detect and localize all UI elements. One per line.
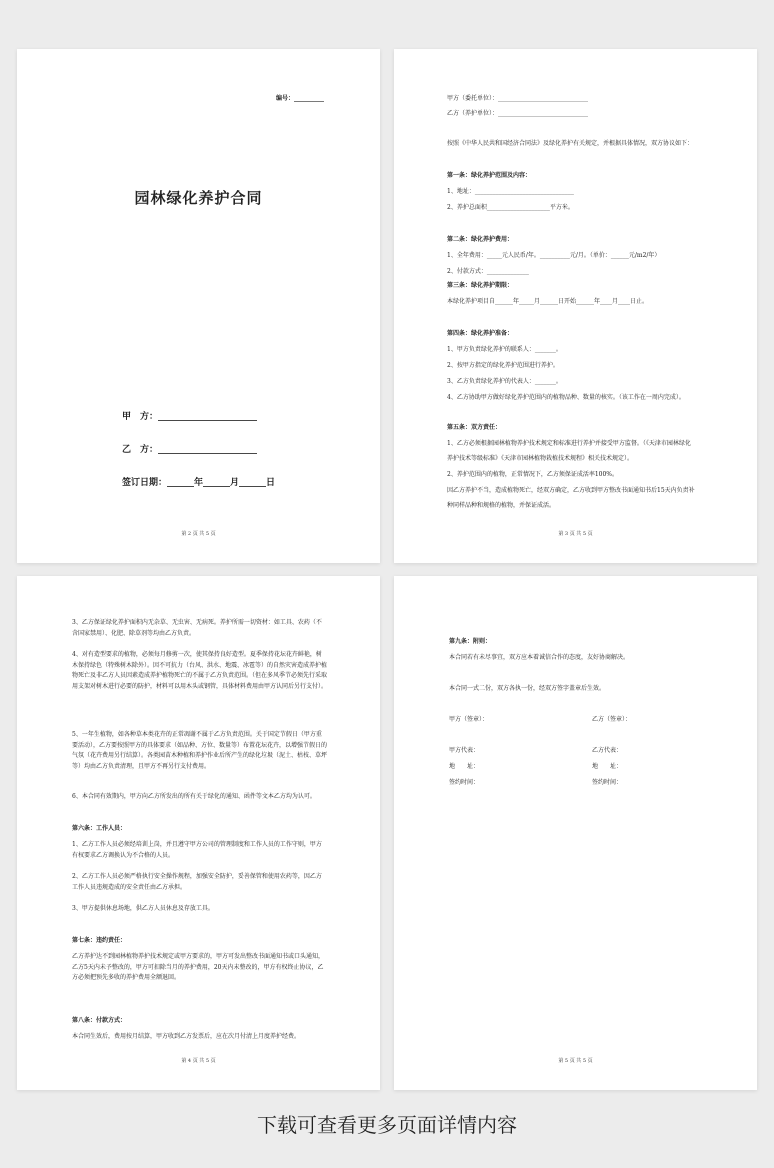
contract-line: 2、养护范围内的植物，正常情况下，乙方须保证成活率100%。 [447,471,618,478]
contract-title: 园林绿化养护合同 [134,189,263,207]
cover-page [17,49,380,563]
section-heading: 第四条：绿化养护准备： [447,330,514,337]
contract-line: 乙方（养护单位）：______________________________ [447,110,589,117]
contract-number: 编号：__________ [275,95,324,102]
contract-paragraph: 3、甲方提供休息场地，供乙方人员休息及存放工具。 [72,905,214,912]
page-number: 第 2 页 共 5 页 [181,531,216,537]
section-heading: 第三条：绿化养护期限： [447,282,514,289]
party-a-sign-field: 甲方代表： [449,747,480,754]
section-heading: 第七条：违约责任： [72,937,127,944]
contract-line: 因乙方养护不当，造成植物死亡，经双方确定，乙方收到甲方整改书面通知书后15天内负责补 [447,487,695,494]
page-number: 第 4 页 共 5 页 [181,1058,216,1064]
contract-line: 养护技术等级标准》《天津市园林植物栽植技术规程》相关技术规定）。 [447,455,634,462]
contract-line: 按照《中华人民共和国经济合同法》及绿化养护有关规定，并根据具体情况，双方协议如下： [447,140,694,147]
contract-paragraph: 乙方养护达不到园林植物养护技术规定或甲方要求的，甲方可发出整改书面通知书或口头通知，乙方5天内未予整改的，甲方可扣除当月的养护费用，20天内未整改的，甲方有权终止协议，乙方必须把预先多收的养护费用全额退回。 [72,953,325,981]
party-b-sign-field: 地 址： [592,763,623,770]
contract-line: 2、养护总面积_____________________平方米。 [447,204,574,211]
contract-page-3 [394,49,757,563]
section-heading: 第二条：绿化养护费用： [447,236,514,243]
contract-line: 1、乙方必须根据园林植物养护技术规定和标准进行养护并接受甲方监督。（《天津市园林绿化 [447,440,691,447]
party-a-sign-field: 地 址： [449,763,480,770]
contract-line: 3、乙方负责绿化养护的代表人：_______。 [447,378,562,385]
page-number: 第 5 页 共 5 页 [558,1058,593,1064]
party-b-sign-field: 乙方（签章）： [592,716,632,723]
contract-line: 2、付款方式：______________ [447,268,529,275]
contract-page-5 [394,576,757,1090]
contract-paragraph: 1、乙方工作人员必须经培训上岗，并且遵守甲方公司的管理制度和工作人员的工作守则，甲方有权要求乙方调换认为不合格的人员。 [72,841,322,859]
contract-line: 甲方（委托单位）：______________________________ [447,95,589,102]
contract-line: 本绿化养护项目自______年_____月______日开始______年____月____日止。 [447,298,649,305]
contract-page-4 [17,576,380,1090]
contract-line: 本合同一式二份，双方各执一份，经双方签字盖章后生效。 [449,685,606,692]
section-heading: 第六条：工作人员： [72,825,127,832]
section-heading: 第八条：付款方式： [72,1017,127,1024]
download-caption: 下载可查看更多页面详情内容 [257,1113,517,1137]
contract-line: 1、甲方负责绿化养护的联系人：_______。 [447,346,562,353]
party-a-sign-field: 签约时间： [449,779,480,786]
contract-line: 2、按甲方指定的绿化养护范围进行养护。 [447,362,559,369]
contract-paragraph: 3、乙方保证绿化养护面积内无杂草、无虫害、无病死。养护所需一切资材：如工具、农药（不含国家禁用）、化肥、除草剂等均由乙方负责。 [72,619,322,637]
section-heading: 第九条：附则： [449,638,492,645]
contract-line: 4、乙方协助甲方做好绿化养护范围内的植物品种、数量的核实。（该工作在一周内完成）。 [447,394,685,401]
contract-line: 1、全年费用：_____元人民币/年。__________元/月。（单价：______元/m2/年） [447,252,661,259]
page-number: 第 3 页 共 5 页 [558,531,593,537]
section-heading: 第五条：双方责任： [447,424,502,431]
contract-paragraph: 5、一年生植物，如各种草本类花卉的正常凋谢不属于乙方负责范围。关于国定节假日（甲方重要活动），乙方要按照甲方的具体要求（如品种、方位、数量等）布置花坛花卉，以增强节假日的气氛（花卉费用另行结算）。各类园苗木种植和养护作业后所产生的绿化垃圾（泥土、枯枝、草坪等）均由乙方负责清理，且甲方不再另行支付费用。 [72,731,328,770]
party-b-sign-field: 签约时间： [592,779,623,786]
contract-paragraph: 6、本合同有效期内，甲方向乙方所发出的所有关于绿化的通知、函件等文本乙方均为认可。 [72,793,316,800]
section-heading: 第一条：绿化养护范围及内容： [447,172,532,179]
contract-line: 1、地址：_________________________________ [447,188,574,195]
sign-date-line: 签订日期：______年______月______日 [122,478,276,488]
party-b-sign-field: 乙方代表： [592,747,623,754]
contract-paragraph: 4、对有造型要求的植物，必须每月修剪一次，使其保持良好造型。夏季保持花坛花卉鲜艳，树木保持绿色（特殊树木除外）。因不可抗力（台风、洪水、地震、冰雹等）的自然灾害造成养护植物死亡及非乙方人员因素造成养护植物死亡的不属于乙方负责范围。（但在多风季节必须先行采取用支架对树木进行必要的防护，材料可以用木头或钢管，具体材料费用由甲方认同后另行支付）。 [72,651,328,690]
party-b-line: 乙 方：______________________ [122,445,258,455]
contract-line: 种同样品种和规格的植物，并保证成活。 [447,502,556,509]
contract-paragraph: 本合同生效后，费用按月结算，甲方收到乙方发票后，应在次月付清上月度养护经费。 [72,1033,301,1040]
contract-paragraph: 2、乙方工作人员必须严格执行安全操作规程，加强安全防护，妥善保管和使用农药等，因乙方工作人员违规造成的安全责任由乙方承担。 [72,873,322,891]
party-a-line: 甲 方：______________________ [122,412,258,422]
contract-line: 本合同若有未尽事宜，双方应本着诚信合作的态度，友好协商解决。 [449,654,630,661]
party-a-sign-field: 甲方（签章）： [449,716,489,723]
